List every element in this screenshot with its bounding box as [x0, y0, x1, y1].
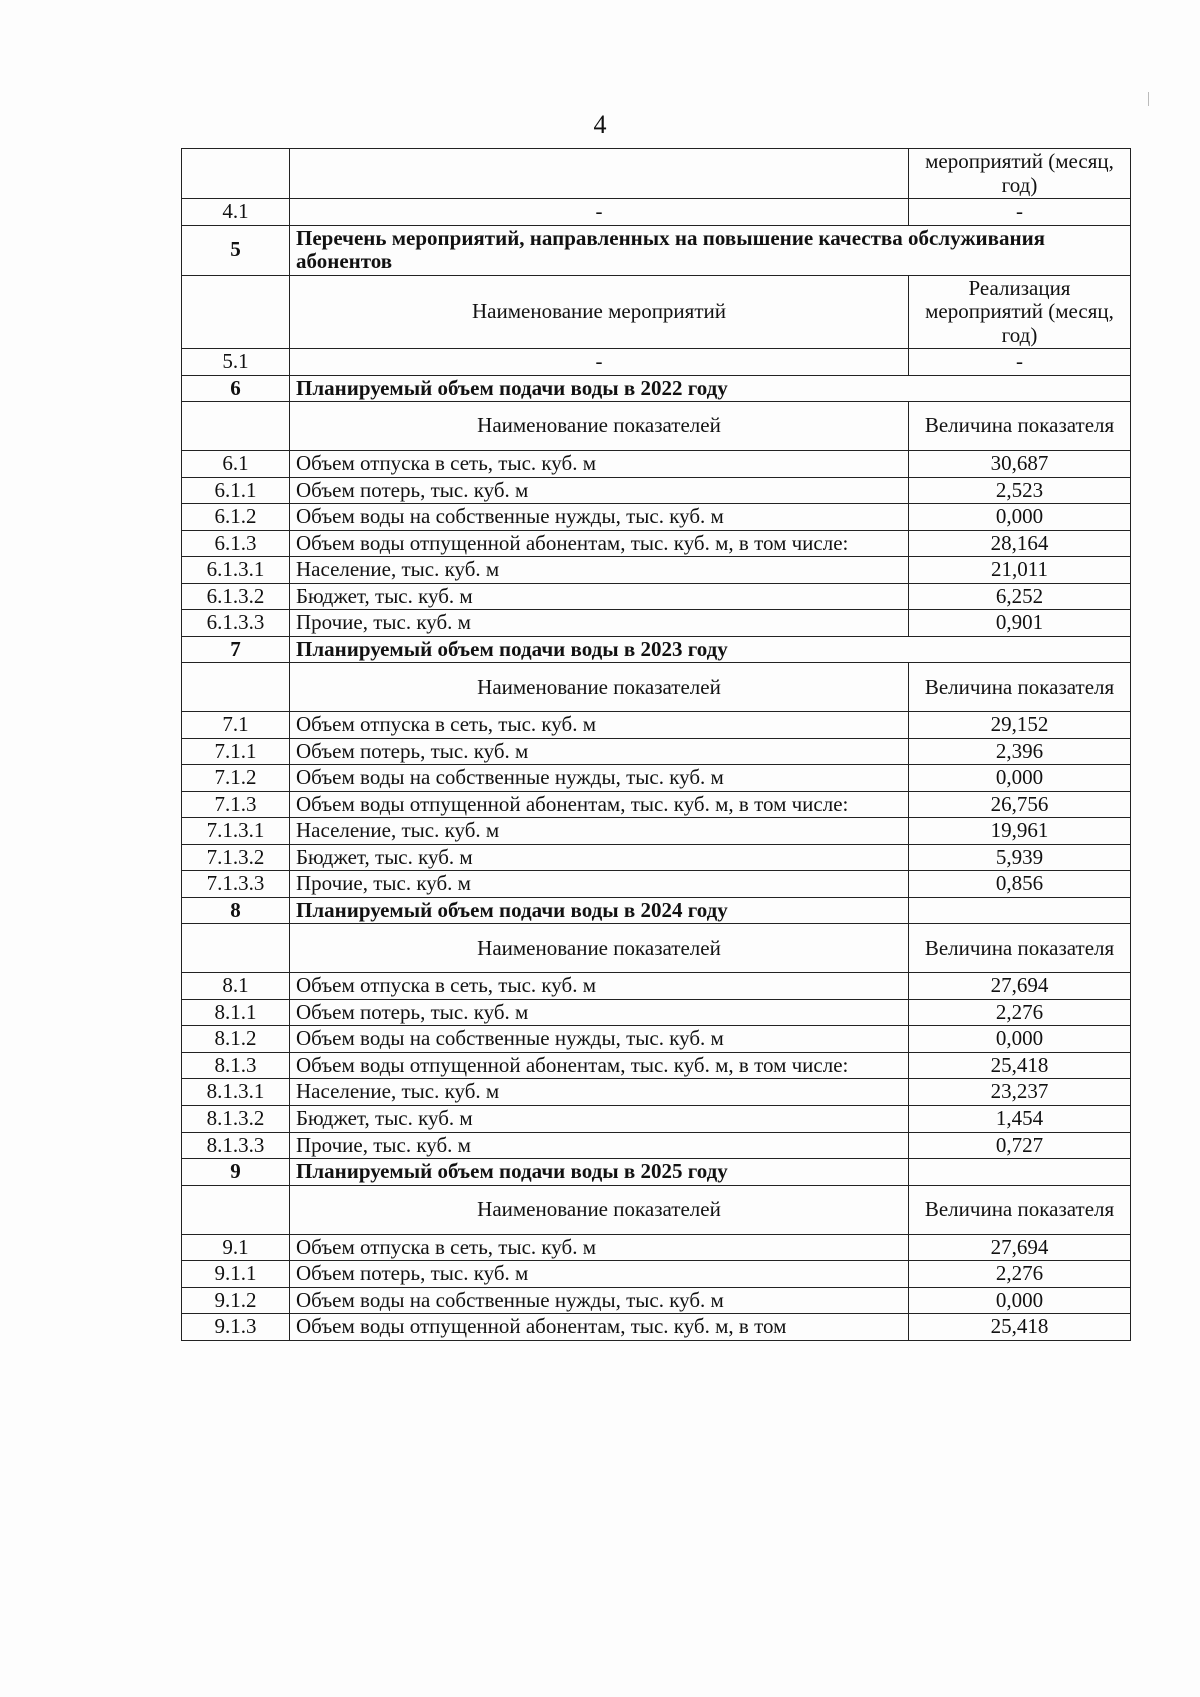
indicator-name: Бюджет, тыс. куб. м	[290, 844, 909, 871]
indicator-value: 0,000	[909, 765, 1131, 792]
indicator-name: Объем отпуска в сеть, тыс. куб. м	[290, 712, 909, 739]
table-row	[182, 871, 1131, 898]
indicator-value: 21,011	[909, 557, 1131, 584]
header-row	[182, 1185, 1131, 1234]
indicator-name: Объем потерь, тыс. куб. м	[290, 999, 909, 1026]
table-row	[182, 477, 1131, 504]
indicator-value: 0,727	[909, 1132, 1131, 1159]
row-number: 7.1.3	[182, 791, 290, 818]
table-row	[182, 1052, 1131, 1079]
table-body	[182, 149, 1131, 1341]
section-title: Планируемый объем подачи воды в 2023 году	[290, 636, 1131, 663]
section-row	[182, 225, 1131, 275]
row-number: 8.1	[182, 973, 290, 1000]
row-number: 9.1	[182, 1234, 290, 1261]
indicator-value: 27,694	[909, 1234, 1131, 1261]
table-row	[182, 610, 1131, 637]
empty-cell	[909, 1159, 1131, 1186]
table-row	[182, 1132, 1131, 1159]
indicator-value: -	[909, 199, 1131, 226]
row-number: 4.1	[182, 199, 290, 226]
column-header-value: Величина показателя	[909, 1185, 1131, 1234]
table-row	[182, 199, 1131, 226]
row-number: 6.1.3.3	[182, 610, 290, 637]
row-number: 6.1	[182, 451, 290, 478]
row-number	[182, 924, 290, 973]
indicator-name: Бюджет, тыс. куб. м	[290, 1105, 909, 1132]
indicator-value: 0,901	[909, 610, 1131, 637]
row-number: 8.1.2	[182, 1026, 290, 1053]
column-header-name: Наименование мероприятий	[290, 275, 909, 349]
indicator-name: Объем потерь, тыс. куб. м	[290, 738, 909, 765]
indicator-name: Население, тыс. куб. м	[290, 1079, 909, 1106]
indicator-value: 25,418	[909, 1052, 1131, 1079]
table-row	[182, 999, 1131, 1026]
indicators-table	[181, 148, 1131, 1341]
header-row	[182, 663, 1131, 712]
row-number: 6.1.3	[182, 530, 290, 557]
indicator-name: Объем воды отпущенной абонентам, тыс. куб. м, в том числе:	[290, 530, 909, 557]
indicator-name: Бюджет, тыс. куб. м	[290, 583, 909, 610]
table-row	[182, 844, 1131, 871]
row-number: 7.1.1	[182, 738, 290, 765]
section-number: 9	[182, 1159, 290, 1186]
indicator-value: 0,856	[909, 871, 1131, 898]
section-title: Планируемый объем подачи воды в 2024 году	[290, 897, 909, 924]
section-row	[182, 636, 1131, 663]
indicator-value: 6,252	[909, 583, 1131, 610]
column-header-name: Наименование показателей	[290, 924, 909, 973]
indicator-value: 5,939	[909, 844, 1131, 871]
indicator-name: Объем воды на собственные нужды, тыс. куб. м	[290, 1287, 909, 1314]
table-row	[182, 1105, 1131, 1132]
row-number: 9.1.3	[182, 1314, 290, 1341]
row-number: 6.1.1	[182, 477, 290, 504]
table-row	[182, 738, 1131, 765]
table-row	[182, 818, 1131, 845]
indicator-value: 1,454	[909, 1105, 1131, 1132]
section-row	[182, 897, 1131, 924]
row-number: 6.1.3.1	[182, 557, 290, 584]
indicator-name: Прочие, тыс. куб. м	[290, 1132, 909, 1159]
table-row	[182, 1287, 1131, 1314]
indicator-name: Население, тыс. куб. м	[290, 818, 909, 845]
row-number: 6.1.3.2	[182, 583, 290, 610]
row-number: 7.1	[182, 712, 290, 739]
page-number: 4	[593, 110, 607, 139]
indicator-name: Объем потерь, тыс. куб. м	[290, 477, 909, 504]
indicator-value: 26,756	[909, 791, 1131, 818]
header-row	[182, 924, 1131, 973]
row-number: 8.1.3.1	[182, 1079, 290, 1106]
row-number	[182, 1185, 290, 1234]
table-row	[182, 530, 1131, 557]
row-number	[182, 275, 290, 349]
section-number: 6	[182, 375, 290, 402]
row-number	[182, 402, 290, 451]
row-number: 8.1.1	[182, 999, 290, 1026]
table-row	[182, 451, 1131, 478]
indicator-name: Объем воды отпущенной абонентам, тыс. куб. м, в том	[290, 1314, 909, 1341]
indicator-name: -	[290, 199, 909, 226]
indicator-value: 0,000	[909, 1287, 1131, 1314]
table-row	[182, 504, 1131, 531]
indicator-value: 29,152	[909, 712, 1131, 739]
row-number: 6.1.2	[182, 504, 290, 531]
column-header-value: Реализация мероприятий (месяц, год)	[909, 275, 1131, 349]
section-row	[182, 1159, 1131, 1186]
header-row	[182, 149, 1131, 199]
table-row	[182, 973, 1131, 1000]
section-title: Перечень мероприятий, направленных на повышение качества обслуживания абонентов	[290, 225, 1131, 275]
table-row	[182, 765, 1131, 792]
indicator-name: Население, тыс. куб. м	[290, 557, 909, 584]
indicator-value: 28,164	[909, 530, 1131, 557]
indicator-name: Объем воды отпущенной абонентам, тыс. куб. м, в том числе:	[290, 791, 909, 818]
indicator-name: Объем воды на собственные нужды, тыс. куб. м	[290, 1026, 909, 1053]
row-number: 7.1.3.2	[182, 844, 290, 871]
column-header-name: Наименование показателей	[290, 1185, 909, 1234]
row-number	[182, 663, 290, 712]
table-row	[182, 349, 1131, 376]
indicator-name: Прочие, тыс. куб. м	[290, 871, 909, 898]
indicator-name: Объем отпуска в сеть, тыс. куб. м	[290, 1234, 909, 1261]
indicator-name: -	[290, 349, 909, 376]
row-number: 9.1.1	[182, 1261, 290, 1288]
column-header-value: мероприятий (месяц, год)	[909, 149, 1131, 199]
indicator-name: Объем потерь, тыс. куб. м	[290, 1261, 909, 1288]
indicator-value: 27,694	[909, 973, 1131, 1000]
header-row	[182, 402, 1131, 451]
row-number: 8.1.3	[182, 1052, 290, 1079]
indicator-name: Объем отпуска в сеть, тыс. куб. м	[290, 451, 909, 478]
indicator-name: Объем отпуска в сеть, тыс. куб. м	[290, 973, 909, 1000]
scan-mark	[1148, 92, 1149, 106]
table-row	[182, 1026, 1131, 1053]
indicator-name: Объем воды на собственные нужды, тыс. куб. м	[290, 765, 909, 792]
section-row	[182, 375, 1131, 402]
column-header-value: Величина показателя	[909, 663, 1131, 712]
column-header-name	[290, 149, 909, 199]
row-number: 7.1.3.1	[182, 818, 290, 845]
indicator-name: Объем воды на собственные нужды, тыс. куб. м	[290, 504, 909, 531]
empty-cell	[909, 897, 1131, 924]
table-row	[182, 557, 1131, 584]
section-number: 5	[182, 225, 290, 275]
column-header-value: Величина показателя	[909, 402, 1131, 451]
indicator-value: 2,276	[909, 999, 1131, 1026]
section-number: 7	[182, 636, 290, 663]
row-number: 5.1	[182, 349, 290, 376]
indicator-value: 25,418	[909, 1314, 1131, 1341]
table-row	[182, 1314, 1131, 1341]
indicator-value: 2,276	[909, 1261, 1131, 1288]
indicator-value: 2,396	[909, 738, 1131, 765]
table-row	[182, 583, 1131, 610]
row-number: 7.1.3.3	[182, 871, 290, 898]
indicator-value: 19,961	[909, 818, 1131, 845]
indicator-value: 0,000	[909, 1026, 1131, 1053]
indicator-value: 30,687	[909, 451, 1131, 478]
row-number: 7.1.2	[182, 765, 290, 792]
indicator-value: 2,523	[909, 477, 1131, 504]
row-number: 8.1.3.2	[182, 1105, 290, 1132]
table-row	[182, 791, 1131, 818]
section-number: 8	[182, 897, 290, 924]
indicator-name: Прочие, тыс. куб. м	[290, 610, 909, 637]
column-header-value: Величина показателя	[909, 924, 1131, 973]
indicator-value: -	[909, 349, 1131, 376]
indicator-name: Объем воды отпущенной абонентам, тыс. куб. м, в том числе:	[290, 1052, 909, 1079]
table-row	[182, 1234, 1131, 1261]
indicator-value: 0,000	[909, 504, 1131, 531]
row-number	[182, 149, 290, 199]
header-row	[182, 275, 1131, 349]
column-header-name: Наименование показателей	[290, 663, 909, 712]
table-row	[182, 1079, 1131, 1106]
indicator-value: 23,237	[909, 1079, 1131, 1106]
section-title: Планируемый объем подачи воды в 2022 году	[290, 375, 1131, 402]
row-number: 8.1.3.3	[182, 1132, 290, 1159]
section-title: Планируемый объем подачи воды в 2025 году	[290, 1159, 909, 1186]
table-row	[182, 1261, 1131, 1288]
table-row	[182, 712, 1131, 739]
row-number: 9.1.2	[182, 1287, 290, 1314]
column-header-name: Наименование показателей	[290, 402, 909, 451]
